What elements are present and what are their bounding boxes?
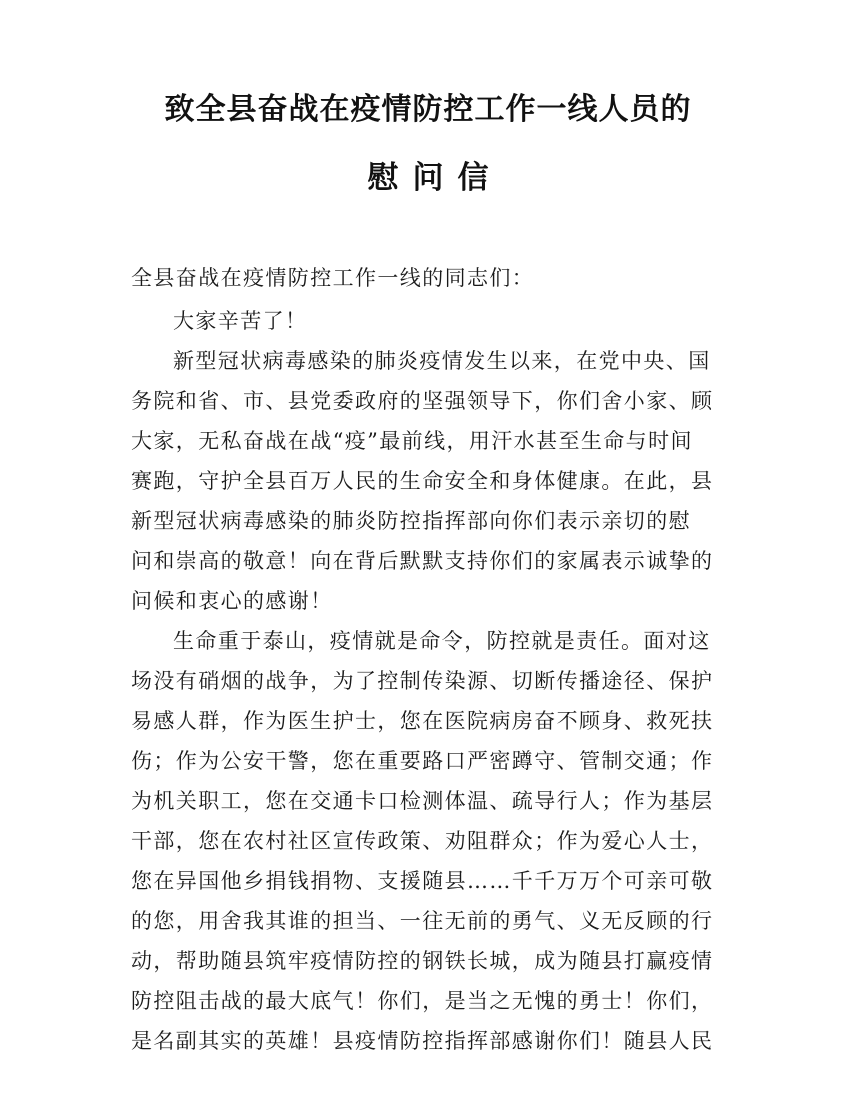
body-line: 动，帮助随县筑牢疫情防控的钢铁长城，成为随县打赢疫情 xyxy=(131,949,714,973)
body-line: 是名副其实的英雄！县疫情防控指挥部感谢你们！随县人民 xyxy=(131,1029,714,1053)
salutation-line: 全县奋战在疫情防控工作一线的同志们： xyxy=(131,266,535,290)
body-line: 您在异国他乡捐钱捐物、支援随县……千千万万个可亲可敬 xyxy=(131,869,714,893)
body-line: 务院和省、市、县党委政府的坚强领导下，你们舍小家、顾 xyxy=(131,389,714,413)
body-line: 场没有硝烟的战争，为了控制传染源、切断传播途径、保护 xyxy=(131,669,714,693)
greeting-line: 大家辛苦了！ xyxy=(173,309,308,333)
body-line: 生命重于泰山，疫情就是命令，防控就是责任。面对这 xyxy=(173,629,711,653)
body-line: 防控阻击战的最大底气！你们，是当之无愧的勇士！你们， xyxy=(131,989,714,1013)
body-line: 的您，用舍我其谁的担当、一往无前的勇气、义无反顾的行 xyxy=(131,909,714,933)
body-line: 大家，无私奋战在战“疫”最前线，用汗水甚至生命与时间 xyxy=(131,429,693,453)
body-line: 易感人群，作为医生护士，您在医院病房奋不顾身、救死扶 xyxy=(131,709,714,733)
letter-subtitle: 慰问信 xyxy=(367,160,503,196)
body-line: 赛跑，守护全县百万人民的生命安全和身体健康。在此，县 xyxy=(131,469,714,493)
letter-title: 致全县奋战在疫情防控工作一线人员的 xyxy=(164,92,692,127)
body-line: 为机关职工，您在交通卡口检测体温、疏导行人；作为基层 xyxy=(131,789,714,813)
body-line: 问候和衷心的感谢！ xyxy=(131,589,333,613)
body-line: 新型冠状病毒感染的肺炎疫情发生以来，在党中央、国 xyxy=(173,349,711,373)
body-line: 问和崇高的敬意！向在背后默默支持你们的家属表示诚挚的 xyxy=(131,549,714,573)
body-line: 伤；作为公安干警，您在重要路口严密蹲守、管制交通；作 xyxy=(131,749,714,773)
body-line: 新型冠状病毒感染的肺炎防控指挥部向你们表示亲切的慰 xyxy=(131,509,691,533)
body-line: 干部，您在农村社区宣传政策、劝阻群众；作为爱心人士， xyxy=(131,829,714,853)
